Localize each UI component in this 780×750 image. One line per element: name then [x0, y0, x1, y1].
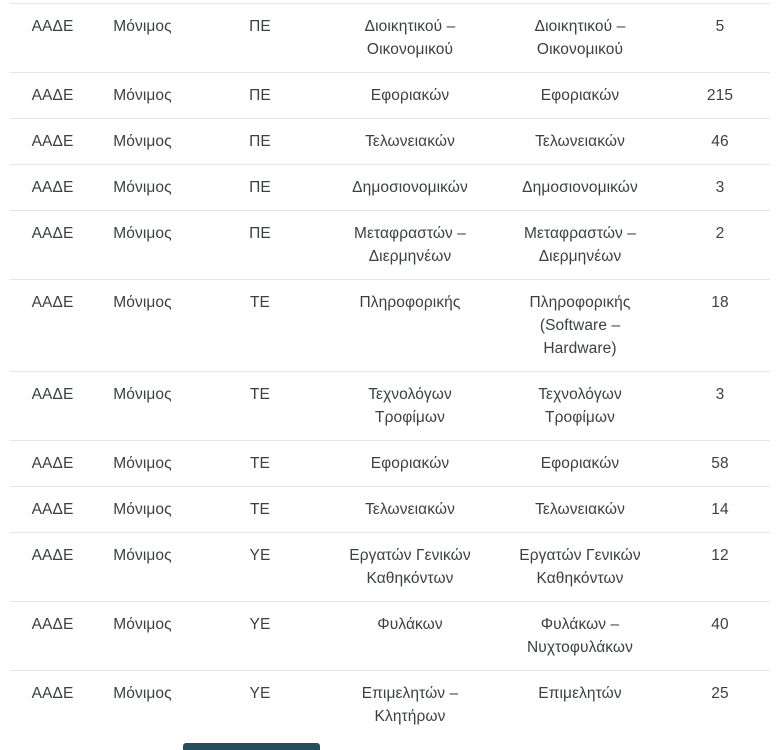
cell-employment-type: Μόνιμος	[113, 547, 172, 564]
cell-count: 14	[711, 501, 729, 518]
cell-specialty	[330, 452, 490, 475]
cell-education-category: ΠΕ	[249, 87, 271, 104]
cell-count: 3	[715, 179, 725, 196]
specialty-description-text: Φυλάκων – Νυχτοφυλάκων	[527, 616, 633, 656]
cell-employment-type: Μόνιμος	[113, 18, 172, 35]
table-row	[10, 533, 770, 602]
cell-education-category: ΥΕ	[249, 547, 271, 564]
cell-employment-type: Μόνιμος	[113, 501, 172, 518]
cell-count: 40	[711, 616, 729, 633]
specialty-text: Επιμελητών – Κλητήρων	[361, 685, 459, 725]
cell-agency: ΑΑΔΕ	[31, 179, 74, 196]
cell-count: 12	[711, 547, 729, 564]
cell-specialty	[330, 682, 490, 728]
cell-employment-type: Μόνιμος	[113, 133, 172, 150]
cell-agency: ΑΑΔΕ	[31, 294, 74, 311]
cell-education-category: ΥΕ	[249, 685, 271, 702]
specialty-text: Εφοριακών	[370, 87, 450, 104]
cell-count: 3	[715, 386, 725, 403]
cell-education-category: ΤΕ	[249, 455, 270, 472]
specialty-description-text: Επιμελητών	[538, 685, 622, 702]
cell-specialty	[330, 613, 490, 659]
cell-specialty-description	[490, 130, 670, 153]
table-row	[10, 3, 770, 73]
cell-agency: ΑΑΔΕ	[31, 616, 74, 633]
cell-employment-type: Μόνιμος	[113, 455, 172, 472]
cell-education-category: ΠΕ	[249, 225, 271, 242]
specialty-text: Τελωνειακών	[365, 501, 455, 518]
cell-employment-type: Μόνιμος	[113, 386, 172, 403]
specialty-text: Τελωνειακών	[365, 133, 455, 150]
cell-specialty-description	[490, 544, 670, 590]
cell-count: 215	[706, 87, 734, 104]
specialty-text: Τεχνολόγων Τροφίμων	[368, 386, 452, 426]
cell-specialty-description	[490, 498, 670, 521]
cell-specialty	[330, 130, 490, 153]
table-row	[10, 487, 770, 533]
cell-specialty-description	[490, 15, 670, 61]
table-row	[10, 211, 770, 280]
cell-employment-type: Μόνιμος	[113, 685, 172, 702]
cell-education-category: ΤΕ	[249, 294, 270, 311]
table-row	[10, 73, 770, 119]
table-row	[10, 602, 770, 671]
cell-specialty	[330, 291, 490, 360]
cell-specialty-description	[490, 222, 670, 268]
specialty-description-text: Δημοσιονομικών	[522, 179, 638, 196]
specialty-description-text: Διοικητικού – Οικονομικού	[534, 18, 626, 58]
table-row	[10, 441, 770, 487]
cell-education-category: ΠΕ	[249, 179, 271, 196]
cell-count: 25	[711, 685, 729, 702]
cell-education-category: ΤΕ	[249, 386, 270, 403]
cell-specialty-description	[490, 452, 670, 475]
specialty-description-text: Μεταφραστών – Διερμηνέων	[523, 225, 637, 265]
specialty-text: Πληροφορικής	[359, 294, 461, 311]
specialty-description-text: Τεχνολόγων Τροφίμων	[538, 386, 622, 426]
specialty-description-text: Εργατών Γενικών Καθηκόντων	[519, 547, 641, 587]
table-row	[10, 165, 770, 211]
specialty-text: Εφοριακών	[370, 455, 450, 472]
specialty-description-text: Τελωνειακών	[535, 133, 625, 150]
cell-education-category: ΠΕ	[249, 18, 271, 35]
cell-specialty-description	[490, 84, 670, 107]
table-row	[10, 372, 770, 441]
specialty-text: Διοικητικού – Οικονομικού	[364, 18, 456, 58]
cell-specialty-description	[490, 383, 670, 429]
cell-specialty-description	[490, 613, 670, 659]
cell-agency: ΑΑΔΕ	[31, 501, 74, 518]
cell-employment-type: Μόνιμος	[113, 87, 172, 104]
cell-agency: ΑΑΔΕ	[31, 87, 74, 104]
cell-employment-type: Μόνιμος	[113, 179, 172, 196]
cell-agency: ΑΑΔΕ	[31, 133, 74, 150]
cell-agency: ΑΑΔΕ	[31, 547, 74, 564]
cell-count: 58	[711, 455, 729, 472]
cell-specialty	[330, 176, 490, 199]
cell-specialty-description	[490, 291, 670, 360]
specialty-description-text: Εφοριακών	[540, 455, 620, 472]
cell-agency: ΑΑΔΕ	[31, 386, 74, 403]
cell-employment-type: Μόνιμος	[113, 616, 172, 633]
cell-agency: ΑΑΔΕ	[31, 18, 74, 35]
cell-specialty	[330, 15, 490, 61]
specialty-text: Δημοσιονομικών	[352, 179, 468, 196]
table-row	[10, 280, 770, 372]
cell-specialty	[330, 544, 490, 590]
cell-count: 5	[715, 18, 725, 35]
cell-count: 46	[711, 133, 729, 150]
cell-education-category: ΠΕ	[249, 133, 271, 150]
cell-count: 2	[715, 225, 725, 242]
bottom-partial-bar[interactable]	[183, 743, 320, 750]
cell-employment-type: Μόνιμος	[113, 294, 172, 311]
specialty-description-text: Πληροφορικής (Software – Hardware)	[529, 294, 631, 357]
specialty-description-text: Εφοριακών	[540, 87, 620, 104]
cell-employment-type: Μόνιμος	[113, 225, 172, 242]
specialty-text: Μεταφραστών – Διερμηνέων	[353, 225, 467, 265]
cell-count: 18	[711, 294, 729, 311]
table-row	[10, 671, 770, 739]
cell-specialty	[330, 222, 490, 268]
table-row	[10, 119, 770, 165]
staff-table	[10, 3, 770, 739]
cell-agency: ΑΑΔΕ	[31, 455, 74, 472]
cell-agency: ΑΑΔΕ	[31, 685, 74, 702]
specialty-text: Εργατών Γενικών Καθηκόντων	[349, 547, 471, 587]
specialty-description-text: Τελωνειακών	[535, 501, 625, 518]
specialty-text: Φυλάκων	[377, 616, 443, 633]
cell-agency: ΑΑΔΕ	[31, 225, 74, 242]
cell-specialty-description	[490, 682, 670, 728]
cell-specialty	[330, 383, 490, 429]
cell-specialty-description	[490, 176, 670, 199]
cell-specialty	[330, 498, 490, 521]
cell-education-category: ΥΕ	[249, 616, 271, 633]
cell-specialty	[330, 84, 490, 107]
cell-education-category: ΤΕ	[249, 501, 270, 518]
